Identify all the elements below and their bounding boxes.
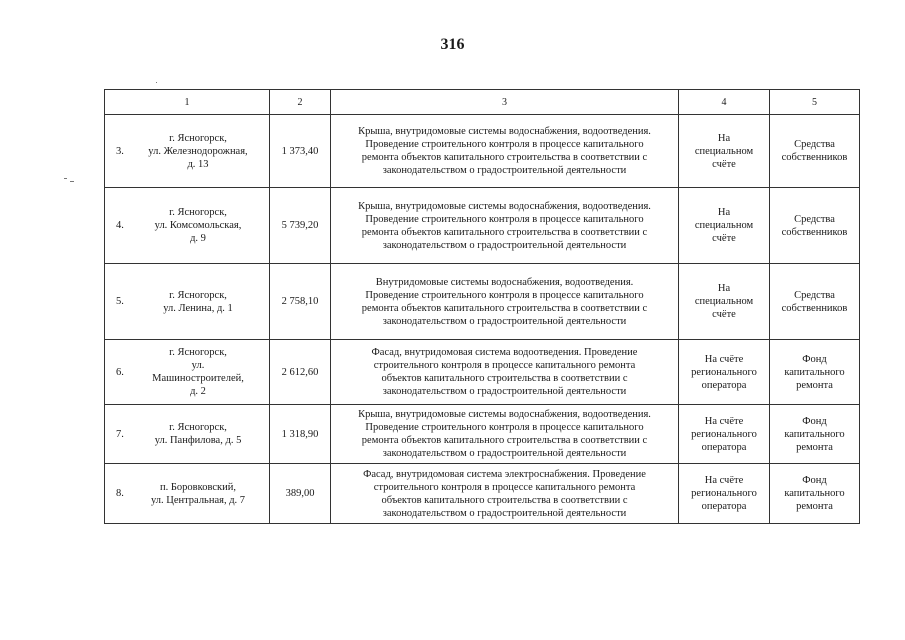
address-text: г. Ясногорск, ул. Панфилова, д. 5 [154,422,242,446]
page-number: 316 [440,36,465,53]
address-text: п. Боровковский, ул. Центральная, д. 7 [150,481,246,506]
address-cell [105,264,270,340]
source-cell: Средства собственников [770,264,860,340]
address-cell [105,340,270,405]
account-cell: На специальном счёте [679,264,770,340]
works-table [104,89,860,524]
area-cell: 2 758,10 [270,264,331,340]
header-cell-col4: 4 [679,90,770,115]
table-header-row [105,90,860,115]
row-number: 6. [116,366,124,378]
address-text: г. Ясногорск, ул. Ленина, д. 1 [163,289,233,314]
works-cell: Крыша, внутридомовые системы водоснабжения, водоотведения. Проведение строительного контроля в процессе капитального ремонта объектов капитального строительства в соответствии с законодательством о градостроительной деятельности [331,405,679,464]
row-number: 4. [116,220,124,231]
table-row [105,264,860,340]
row-number: 5. [116,296,124,307]
works-cell: Крыша, внутридомовые системы водоснабжения, водоотведения. Проведение строительного контроля в процессе капитального ремонта объектов капитального строительства в соответствии с законодательством о градостроительной деятельности [331,188,679,264]
scan-speck [70,181,74,182]
table-row [105,115,860,188]
works-cell: Внутридомовые системы водоснабжения, водоотведения. Проведение строительного контроля в процессе капитального ремонта объектов капитального строительства в соответствии с законодательством о градостроительной деятельности [331,264,679,340]
source-cell: Фонд капитального ремонта [770,340,860,405]
table-row [105,188,860,264]
scan-speck [64,178,67,179]
header-cell-col5: 5 [770,90,860,115]
account-cell: На счёте регионального оператора [679,464,770,524]
header-cell-col1: 1 [105,90,270,115]
table-row [105,405,860,464]
area-cell: 5 739,20 [270,188,331,264]
works-cell: Крыша, внутридомовые системы водоснабжения, водоотведения. Проведение строительного контроля в процессе капитального ремонта объектов капитального строительства в соответствии с законодательством о градостроительной деятельности [331,115,679,188]
address-text: г. Ясногорск, ул. Машиностроителей, д. 2 [152,347,244,397]
source-cell: Средства собственников [770,188,860,264]
row-number: 3. [116,145,124,157]
account-cell: На счёте регионального оператора [679,405,770,464]
works-cell: Фасад, внутридомовая система электроснабжения. Проведение строительного контроля в процессе капитального ремонта объектов капитального строительства в соответствии с законодательством о градостроительной деятельности [331,464,679,524]
area-cell: 1 318,90 [270,405,331,464]
row-number: 8. [116,488,124,499]
address-cell [105,115,270,188]
header-cell-col3: 3 [331,90,679,115]
scan-speck [156,82,157,83]
header-cell-col2: 2 [270,90,331,115]
address-text: г. Ясногорск, ул. Комсомольская, д. 9 [154,207,242,244]
works-cell: Фасад, внутридомовая система водоотведения. Проведение строительного контроля в процессе капитального ремонта объектов капитального строительства в соответствии с законодательством о градостроительной деятельности [331,340,679,405]
address-text: г. Ясногорск, ул. Железнодорожная, д. 13 [148,132,248,170]
table-row [105,340,860,405]
address-cell [105,464,270,524]
area-cell: 1 373,40 [270,115,331,188]
account-cell: На счёте регионального оператора [679,340,770,405]
area-cell: 389,00 [270,464,331,524]
address-cell [105,188,270,264]
account-cell: На специальном счёте [679,188,770,264]
source-cell: Средства собственников [770,115,860,188]
source-cell: Фонд капитального ремонта [770,405,860,464]
table-row [105,464,860,524]
account-cell: На специальном счёте [679,115,770,188]
source-cell: Фонд капитального ремонта [770,464,860,524]
area-cell: 2 612,60 [270,340,331,405]
row-number: 7. [116,428,124,440]
address-cell [105,405,270,464]
